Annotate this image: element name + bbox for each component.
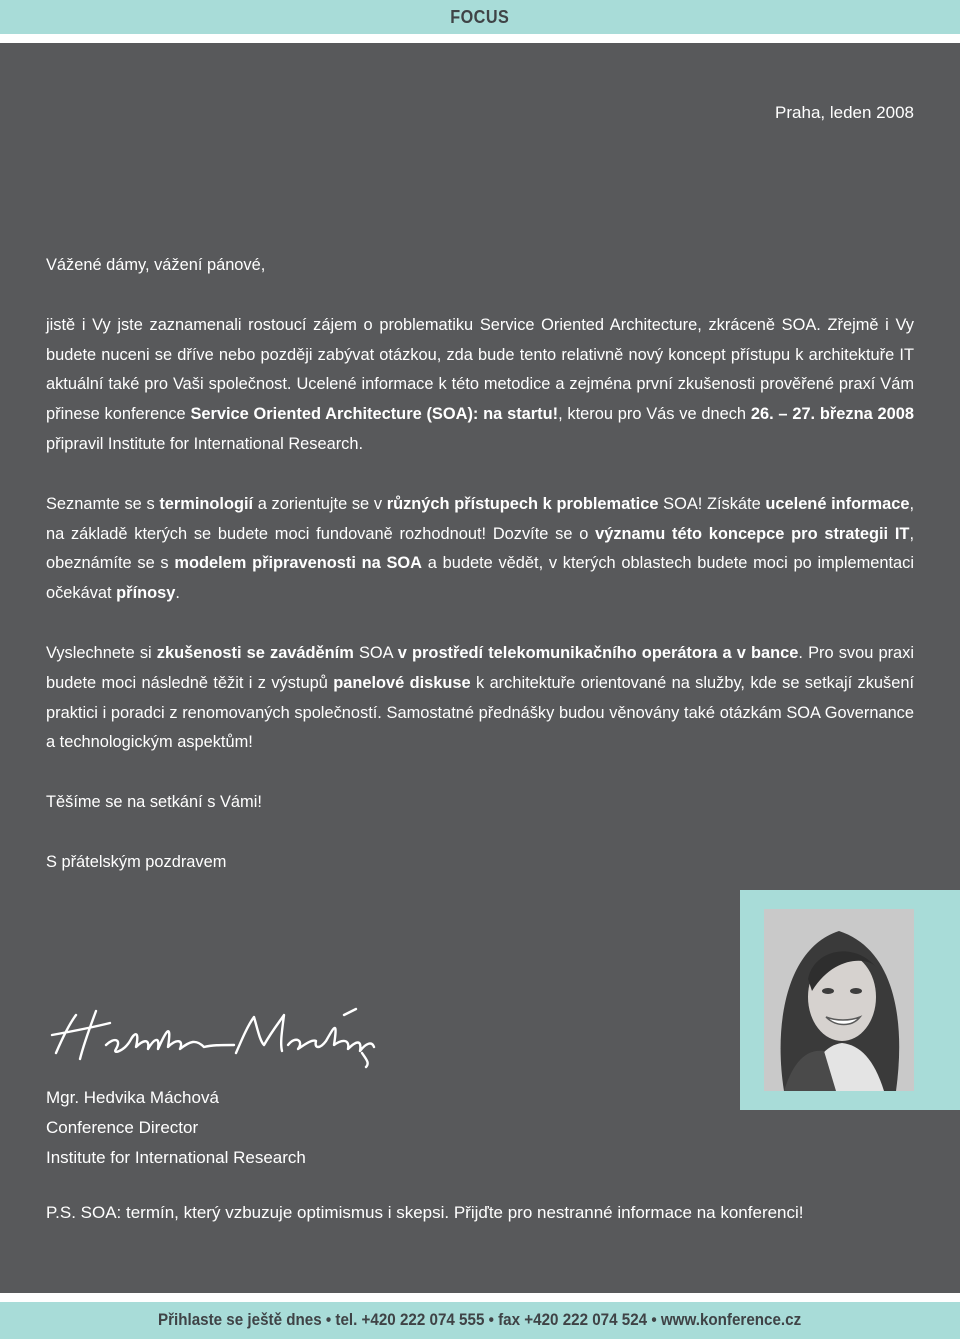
portrait-photo <box>764 909 914 1091</box>
letter-date: Praha, leden 2008 <box>775 103 914 122</box>
paragraph-intro: jistě i Vy jste zaznamenali rostoucí zájem o problematiku Service Oriented Architecture, zkráceně SOA. Zřejmě i Vy budete nuceni se dříve nebo později zabývat otázkou, zda bude tento relativně nový koncept přístupu k architektuře IT aktuální také pro Vaši společnost. Ucelené informace k této metodice a zejména první zkušenosti prověřené praxí Vám přinese konference Service Oriented Architecture (SOA): na startu!, kterou pro Vás ve dnech 26. – 27. března 2008 připravil Institute for International Research. <box>46 315 914 453</box>
photo-frame <box>740 890 960 1110</box>
valediction: S přátelským pozdravem <box>46 852 227 871</box>
postscript: P.S. SOA: termín, který vzbuzuje optimismus i skepsi. Přijďte pro nestranné informace na konferenci! <box>46 1203 804 1222</box>
letter-panel <box>0 43 960 1293</box>
section-label: FOCUS <box>450 6 510 27</box>
greeting: Vážené dámy, vážení pánové, <box>46 256 266 274</box>
contact-line: Přihlaste se ještě dnes • tel. +420 222 074 555 • fax +420 222 074 524 • www.konference.cz <box>158 1311 802 1329</box>
letter-body <box>46 251 914 908</box>
top-banner <box>0 0 960 34</box>
bottom-banner <box>0 1302 960 1339</box>
signature-block <box>46 1083 306 1173</box>
paragraph-benefits: Seznamte se s terminologií a zorientujte se v různých přístupech k problematice SOA! Získáte ucelené informace, na základě kterých se budete moci fundovaně rozhodnout! Dozvíte se o významu této koncepce pro strategii IT, obeznámíte se s modelem připravenosti na SOA a budete vědět, v kterých oblastech budete moci po implementaci očekávat přínosy. <box>46 494 915 603</box>
handwritten-signature <box>44 1001 384 1071</box>
portrait-illustration <box>764 909 914 1091</box>
signer-title: Conference Director <box>46 1118 199 1137</box>
closing-line: Těšíme se na setkání s Vámi! <box>46 793 262 812</box>
paragraph-experience: Vyslechnete si zkušenosti se zaváděním SOA v prostředí telekomunikačního operátora a v bance. Pro svou praxi budete moci následně těžit i z výstupů panelové diskuse k architektuře orientované na služby, kde se setkají zkušení praktici i poradci z renomovaných společností. Samostatné přednášky budou věnovány také otázkám SOA Governance a technologickým aspektům! <box>46 643 915 752</box>
signer-organization: Institute for International Research <box>46 1148 306 1167</box>
signer-name: Mgr. Hedvika Máchová <box>46 1088 219 1107</box>
